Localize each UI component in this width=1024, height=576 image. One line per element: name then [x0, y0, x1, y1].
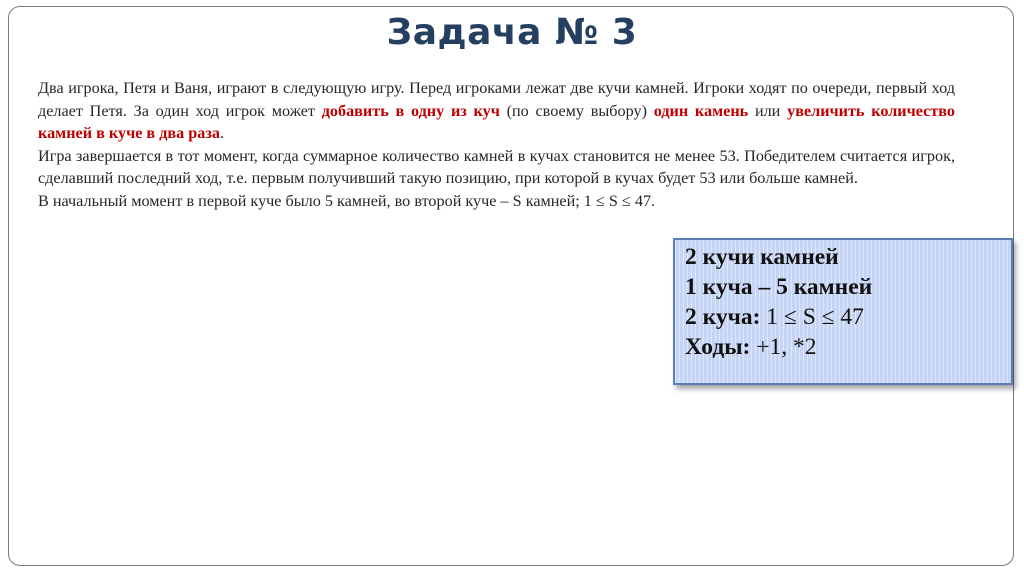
paragraph-end-condition: Игра завершается в тот момент, когда суммарное количество камней в кучах становится не менее 53. Победителем считается игрок, сделавший последний ход, т.е. первым получивший такую позицию, при которой в кучах будет 53 или больше камней. — [38, 146, 955, 187]
rules-text-b: (по своему выбору) — [499, 101, 654, 120]
rules-text-c: или — [748, 101, 788, 120]
summary-moves-label: Ходы: — [685, 334, 751, 360]
summary-line-piles: 2 кучи камней — [685, 244, 839, 270]
summary-box — [673, 238, 1013, 385]
summary-line-pile2 — [685, 302, 1011, 332]
highlight-double: увеличить количество камней в куче в два раза — [38, 101, 956, 142]
paragraph-initial-state: В начальный момент в первой куче было 5 камней, во второй куче – S камней; 1 ≤ S ≤ 47. — [38, 191, 656, 210]
summary-pile2-value: 1 ≤ S ≤ 47 — [760, 304, 864, 330]
slide-title: Задача № 3 — [386, 12, 638, 53]
summary-line-moves — [685, 332, 1011, 362]
problem-text — [38, 77, 955, 212]
highlight-one-stone: один камень — [653, 101, 749, 120]
highlight-add: добавить в одну из куч — [321, 101, 500, 120]
summary-line-pile1: 1 куча – 5 камней — [685, 274, 873, 300]
summary-moves-value: +1, *2 — [750, 334, 817, 360]
rules-text-a: Два игрока, Петя и Ваня, играют в следующую игру. Перед игроками лежат две кучи камней. Игроки ходят по очереди, первый ход делает Петя. За один ход игрок может — [38, 79, 955, 120]
summary-pile2-label: 2 куча: — [685, 304, 761, 330]
rules-text-d: . — [219, 124, 225, 142]
paragraph-rules — [38, 77, 955, 145]
